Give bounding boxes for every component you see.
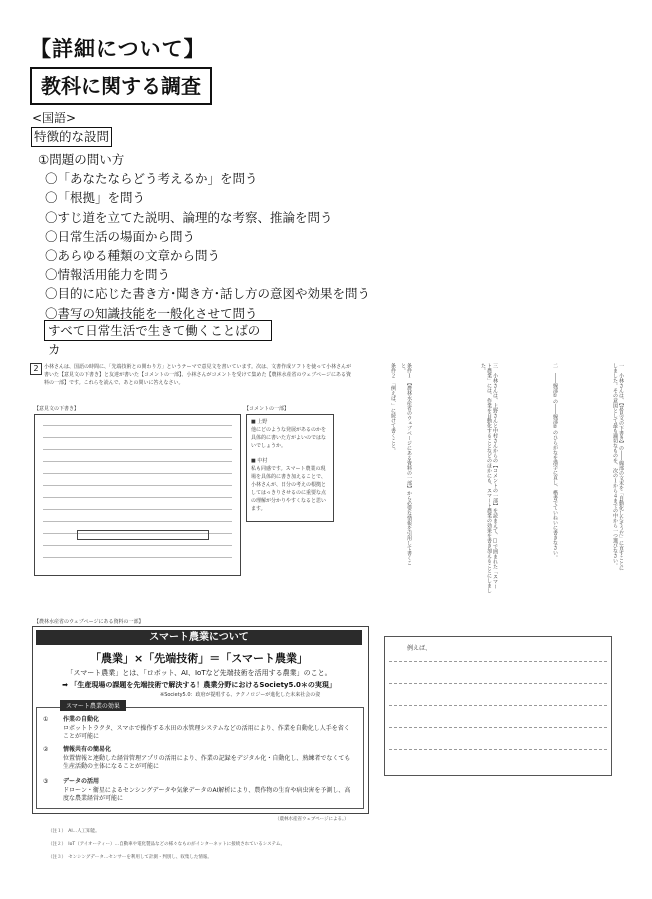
answer-box[interactable] [384, 636, 612, 776]
effects-title: スマート農業の効果 [60, 700, 126, 711]
draft-label: 【意見文の下書き】 [34, 406, 80, 412]
web-title: スマート農業について [36, 630, 362, 645]
feature-label: 特徴的な設問 [31, 127, 112, 147]
arrow-icon: ➡ [62, 681, 68, 689]
footnote: （注１） AI…人工知能。 [48, 829, 100, 834]
footnote: （注３） センシングデータ…センサーを利用して計測・判別し、収集した情報。 [48, 855, 212, 860]
condition-2: 条件２ 「例えば、」に続けて書くこと。 [390, 363, 396, 453]
list-item: 〇あらゆる種類の文章から問う [45, 248, 221, 264]
list-item: 〇すじ道を立てた説明、論理的な考察、推論を問う [45, 209, 333, 225]
effects-box [36, 707, 364, 809]
section-1-label: ①問題の問い方 [38, 152, 125, 167]
comment-text: 他にどのような発展があるのかを具体的に書いた方がよいのではないでしょうか。 [251, 427, 327, 449]
web-label: 【農林水産省のウェブページにある資料の一部】 [34, 619, 144, 625]
answer-prompt: 例えば、 [407, 645, 432, 652]
web-definition: 「スマート農業」とは、「ロボット、AI、IoTなど先端技術を活用する農業」のこと。 [66, 669, 332, 677]
web-note: ※Society5.0：政府が提唱する、テクノロジーが進化した未来社会の姿 [160, 692, 321, 698]
boxed-phrase [77, 530, 209, 540]
effect-body: 位置情報と連動した経営管理アプリの活用により、作業の記録をデジタル化・自動化し、熟練者でなくても生産活動の主体になることが可能に [63, 755, 351, 770]
comment-label: 【コメントの一部】 [244, 406, 290, 412]
list-item: 〇情報活用能力を問う [45, 267, 171, 283]
effect-number: ① [43, 716, 49, 723]
list-item: 〇書写の知識技能を一般化させて問う [45, 305, 258, 321]
question-2: 二 ――線部①の――線部②のひらがなを漢字に直し、楷書でていねいに書きなさい。 [552, 363, 558, 560]
list-item: 〇「根拠」を問う [45, 190, 146, 206]
list-item: 〇目的に応じた書き方･聞き方･話し方の意図や効果を問う [45, 286, 371, 302]
condition-1: 条件１ 【農林水産省のウェブページにある資料の一部】から必要な情報を引用して書くこと。 [400, 363, 412, 566]
summary-box: すべて日常生活で生きて働くことばのカ [44, 320, 272, 341]
draft-panel [34, 414, 241, 576]
effect-body: ドローン・衛星によるセンシングデータや気象データのAI解析により、農作物の生育や病虫害を予測し、高度な農業経営が可能に [63, 787, 351, 802]
user-icon: ■ [251, 419, 256, 425]
subject-label: <国語> [32, 111, 77, 125]
web-goal: 「生産現場の課題を先端技術で解決する！農業分野におけるSociety5.0＊の実現」 [70, 681, 336, 689]
question-number: 2 [30, 363, 42, 375]
commenter-name: 中村 [257, 458, 268, 464]
effect-heading: 情報共有の簡易化 [63, 746, 112, 753]
effect-heading: 作業の自動化 [63, 716, 100, 723]
list-item: 〇日常生活の場面から問う [45, 228, 196, 244]
list-item: 〇「あなたならどう考えるか」を問う [45, 171, 258, 187]
source-note: （農林水産省ウェブページによる。） [275, 817, 349, 822]
comment-text: 私も同感です。スマート農業の現場を具体的に書き加えることで、小林さんが、日分の考えの根拠としてはっきりさせるのに重要な点の理解が分かりやすくなると思います。 [251, 466, 327, 512]
effect-body: ロボットトラクタ、スマホで操作する水田の水管理システムなどの活用により、作業を自動化し人手を省くことが可能に [63, 725, 350, 740]
section-heading: 【詳細について】 [30, 37, 206, 61]
question-1: 一 小林さんは、【意見文の下書き】の――線部の文末を「自動化したそうだ」に直すことにしました。その意図として最も適切なものを、次の１から４までの中から一つ選びなさい。 [612, 363, 624, 571]
question-style-list [38, 150, 370, 323]
effect-heading: データの活用 [63, 778, 100, 785]
exam-intro: 小林さんは、国語の時間に、「先端技術との関わり方」というテーマで意見文を書いています。次は、文書作成ソフトを使って小林さんが書いた【意見文の下書き】と友達が書いた【コメントの一部】、小林さんがコメントを受けて集めた【農林水産省のウェブページにある資料の一部】です。これらを読んで、あとの問いに答えなさい。 [44, 364, 352, 386]
page-title: 教科に関する調査 [30, 67, 212, 105]
comment-panel [246, 414, 334, 522]
effect-number: ② [43, 746, 49, 753]
user-icon: ■ [251, 458, 256, 464]
question-3: 三 小林さんは、上野さんと中村さんからの【コメントの一部】を読まえて、□で囲まれた「スマート農業」には、作業を自動化することなどのほかにも、スマート農業の効果を書き加えることにしました。 [480, 363, 498, 593]
footnote: （注２） IoT（アイオーティー）…自動車や電化製品などの様々なものがインターネットに接続されているシステム。 [48, 842, 285, 847]
commenter-name: 上野 [257, 419, 268, 425]
web-equation: 「農業」×「先端技術」＝「スマート農業」 [90, 652, 308, 665]
effect-number: ③ [43, 778, 49, 785]
